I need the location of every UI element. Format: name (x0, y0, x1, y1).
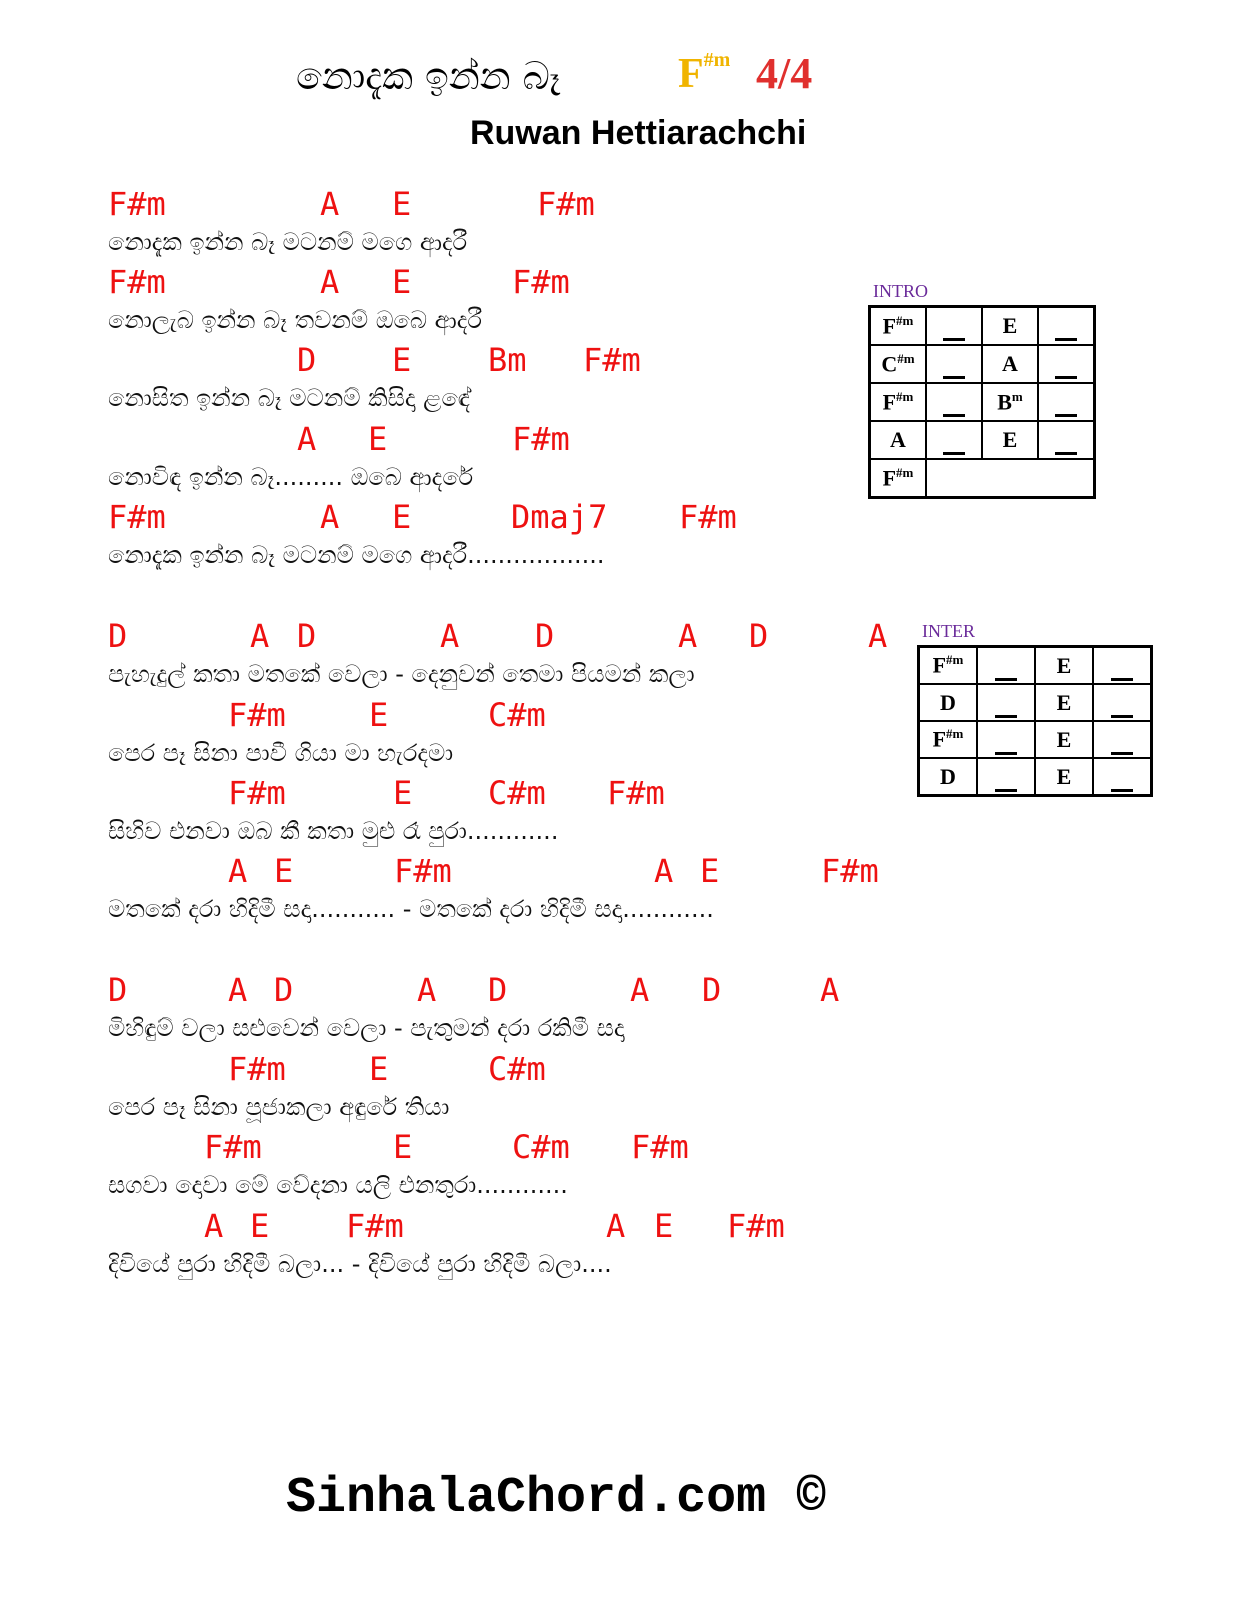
chord-cell (1093, 647, 1152, 685)
chord-label: A (820, 971, 840, 1009)
chord-row (870, 345, 1095, 383)
chord-row (870, 421, 1095, 459)
chord-label: C#m (488, 1050, 546, 1088)
chord-cell (977, 758, 1035, 796)
chord-cell (870, 345, 927, 383)
chord-label: E (369, 1050, 389, 1088)
chord-cell (1038, 345, 1095, 383)
chord-label: E (392, 341, 412, 379)
chord-cell (1035, 758, 1093, 796)
chord-root: F (932, 726, 947, 752)
chord-label: F#m (727, 1207, 785, 1245)
inter-chord-table (917, 645, 1153, 797)
chord-root: F (882, 389, 897, 415)
chord-quality: #m (946, 652, 964, 668)
chord-label: Dmaj7 (511, 498, 608, 536)
chord-label: E (654, 1207, 674, 1245)
key-root: F (678, 51, 704, 97)
chord-root: E (1002, 427, 1018, 452)
chord-root: A (1002, 351, 1018, 376)
chord-label: F#m (537, 185, 595, 223)
chord-label: F#m (679, 498, 737, 536)
chord-cell (926, 345, 982, 383)
chord-cell (977, 721, 1035, 758)
lyric-text: නොදැක ඉන්න බෑ මටනම් මගෙ ආදරී.................. (108, 541, 605, 569)
lyric-text: නොවිඳ ඉන්න බෑ......... ඔබෙ ආදරේ (108, 463, 474, 491)
chord-label: E (393, 1128, 413, 1166)
chord-cell (1035, 684, 1093, 721)
chord-cell (1093, 684, 1152, 721)
chord-cell (919, 721, 978, 758)
chord-label: F#m (583, 341, 641, 379)
chord-quality: #m (946, 726, 964, 742)
chord-label: A (297, 420, 317, 458)
chord-root: E (1056, 763, 1072, 789)
chord-row (870, 459, 1095, 498)
chord-row (919, 647, 1152, 685)
rest-dash (995, 789, 1017, 792)
chord-label: E (700, 852, 720, 890)
lyric-text: මතකේ දරා හිදිමී සදා........... - මතකේ දරා හිදිමී සදා............ (108, 895, 714, 923)
chord-quality: #m (896, 464, 914, 480)
chord-label: A (868, 617, 888, 655)
chord-row (919, 684, 1152, 721)
rest-dash (1111, 715, 1133, 718)
empty-cell (982, 459, 1038, 498)
rest-dash (995, 752, 1017, 755)
song-title: නොදැක ඉන්න බෑ (296, 54, 561, 98)
rest-dash (943, 452, 965, 455)
lyric-text: නොදැක ඉන්න බෑ මටනම් මගෙ ආදරී (108, 228, 468, 256)
title-row (0, 36, 1236, 116)
rest-dash (943, 338, 965, 341)
chord-root: F (882, 313, 897, 339)
chord-cell (982, 307, 1038, 346)
chord-cell (870, 383, 927, 421)
song-key (678, 50, 730, 98)
chord-root: F (932, 652, 947, 678)
chord-label: F#m (821, 852, 879, 890)
chord-label: F#m (108, 498, 166, 536)
lyric-text: නොසිත ඉන්න බෑ මටනම් කිසිදා ළඳේ (108, 384, 471, 412)
rest-dash (1111, 789, 1133, 792)
lyric-text: සගවා දොවා මේ වේදනා යලි එනතුරා............ (108, 1171, 568, 1199)
chord-label: F#m (346, 1207, 404, 1245)
rest-dash (995, 678, 1017, 681)
rest-dash (1055, 452, 1077, 455)
chord-label: A (250, 617, 270, 655)
chord-label: E (392, 185, 412, 223)
rest-dash (1055, 376, 1077, 379)
chord-label: F#m (512, 420, 570, 458)
chord-label: C#m (488, 696, 546, 734)
chord-cell (1035, 647, 1093, 685)
chord-root: E (1056, 689, 1072, 715)
chord-cell (926, 307, 982, 346)
chord-label: E (368, 420, 388, 458)
chord-quality: #m (896, 312, 914, 328)
chord-label: F#m (228, 696, 286, 734)
chord-root: B (997, 389, 1012, 415)
chord-label: A (320, 498, 340, 536)
chord-root: E (1056, 726, 1072, 752)
chord-label: E (392, 498, 412, 536)
chord-label: F#m (394, 852, 452, 890)
chord-row (870, 307, 1095, 346)
chord-cell (982, 421, 1038, 459)
chord-label: E (393, 774, 413, 812)
chord-root: C (881, 351, 898, 377)
lyric-text: දිවියේ පුරා හිදිමී බලා... - දිවියේ පුරා හිදිමී බලා.... (108, 1250, 612, 1278)
key-quality: #m (703, 49, 731, 71)
chord-label: E (369, 696, 389, 734)
chord-quality: m (1011, 388, 1023, 404)
chord-cell (926, 383, 982, 421)
chord-quality: #m (896, 388, 914, 404)
chord-cell (926, 421, 982, 459)
lyric-text: මිහිඳුම් වලා සළුවෙන් වෙලා - පැතුමන් දරා රකිමී සදා (108, 1014, 625, 1042)
chord-label: F#m (607, 774, 665, 812)
chord-label: C#m (512, 1128, 570, 1166)
chord-label: F#m (204, 1128, 262, 1166)
artist-name: Ruwan Hettiarachchi (470, 114, 807, 152)
chord-root: D (940, 689, 956, 715)
chord-cell (982, 383, 1038, 421)
lyric-text: පෙර පෑ සිනා පාවී ගියා මා හැරදමා (108, 739, 454, 767)
lyric-text: සිහිව එනවා ඔබ කී කතා මුළු රෑ පුරා............ (108, 817, 559, 845)
chord-quality: #m (897, 350, 915, 366)
chord-label: F#m (108, 185, 166, 223)
chord-label: A (228, 971, 248, 1009)
chord-label: E (392, 263, 412, 301)
chord-root: E (1056, 652, 1072, 678)
chord-cell (1093, 758, 1152, 796)
rest-dash (943, 376, 965, 379)
chord-label: D (749, 617, 769, 655)
rest-dash (1111, 752, 1133, 755)
chord-root: A (890, 427, 906, 452)
chord-label: D (297, 341, 317, 379)
chord-label: F#m (631, 1128, 689, 1166)
rest-dash (995, 715, 1017, 718)
chord-cell (982, 345, 1038, 383)
chord-cell (1038, 421, 1095, 459)
empty-cell (1038, 459, 1095, 498)
chord-cell (870, 307, 927, 346)
intro-label: INTRO (873, 281, 928, 301)
intro-chord-table (868, 305, 1096, 499)
chord-label: F#m (512, 263, 570, 301)
chord-cell (1038, 383, 1095, 421)
chord-root: F (882, 465, 897, 491)
chord-label: A (440, 617, 460, 655)
chord-label: C#m (488, 774, 546, 812)
chord-row (919, 758, 1152, 796)
chord-label: D (297, 617, 317, 655)
chord-label: F#m (228, 1050, 286, 1088)
rest-dash (1055, 414, 1077, 417)
chord-root: D (940, 763, 956, 789)
chord-label: A (606, 1207, 626, 1245)
chord-label: A (654, 852, 674, 890)
rest-dash (1055, 338, 1077, 341)
rest-dash (1111, 678, 1133, 681)
chord-cell (919, 684, 978, 721)
chord-label: D (488, 971, 508, 1009)
rest-dash (943, 414, 965, 417)
chord-cell (870, 459, 927, 498)
empty-cell (926, 459, 982, 498)
chord-label: A (630, 971, 650, 1009)
chord-cell (919, 758, 978, 796)
chord-cell (919, 647, 978, 685)
chord-label: D (702, 971, 722, 1009)
chord-cell (1093, 721, 1152, 758)
chord-label: A (228, 852, 248, 890)
chord-label: E (250, 1207, 270, 1245)
chord-cell (977, 647, 1035, 685)
chord-cell (977, 684, 1035, 721)
chord-root: E (1002, 313, 1018, 338)
chord-cell (870, 421, 927, 459)
chord-label: D (274, 971, 294, 1009)
chord-cell (1035, 721, 1093, 758)
chord-label: F#m (228, 774, 286, 812)
chord-label: A (320, 185, 340, 223)
lyric-text: පැහැදුල් කතා මතකේ වෙලා - දෙනුවන් තෙමා පියමන් කලා (108, 660, 695, 688)
chord-row (919, 721, 1152, 758)
chord-label: D (108, 617, 128, 655)
chord-label: D (535, 617, 555, 655)
chord-label: D (108, 971, 128, 1009)
time-signature: 4/4 (756, 49, 813, 98)
lyric-text: පෙර පෑ සිනා පූජාකලා අඳුරේ තියා (108, 1093, 450, 1121)
lyric-text: නොලැබ ඉන්න බෑ තවනම් ඔබෙ ආදරී (108, 306, 482, 334)
site-footer: SinhalaChord.com © (286, 1470, 827, 1527)
chord-label: F#m (108, 263, 166, 301)
chord-label: Bm (488, 341, 527, 379)
chord-cell (1038, 307, 1095, 346)
chord-label: A (204, 1207, 224, 1245)
chord-label: A (678, 617, 698, 655)
chord-label: E (274, 852, 294, 890)
chord-label: A (320, 263, 340, 301)
chord-label: A (417, 971, 437, 1009)
inter-label: INTER (922, 621, 975, 641)
chord-row (870, 383, 1095, 421)
